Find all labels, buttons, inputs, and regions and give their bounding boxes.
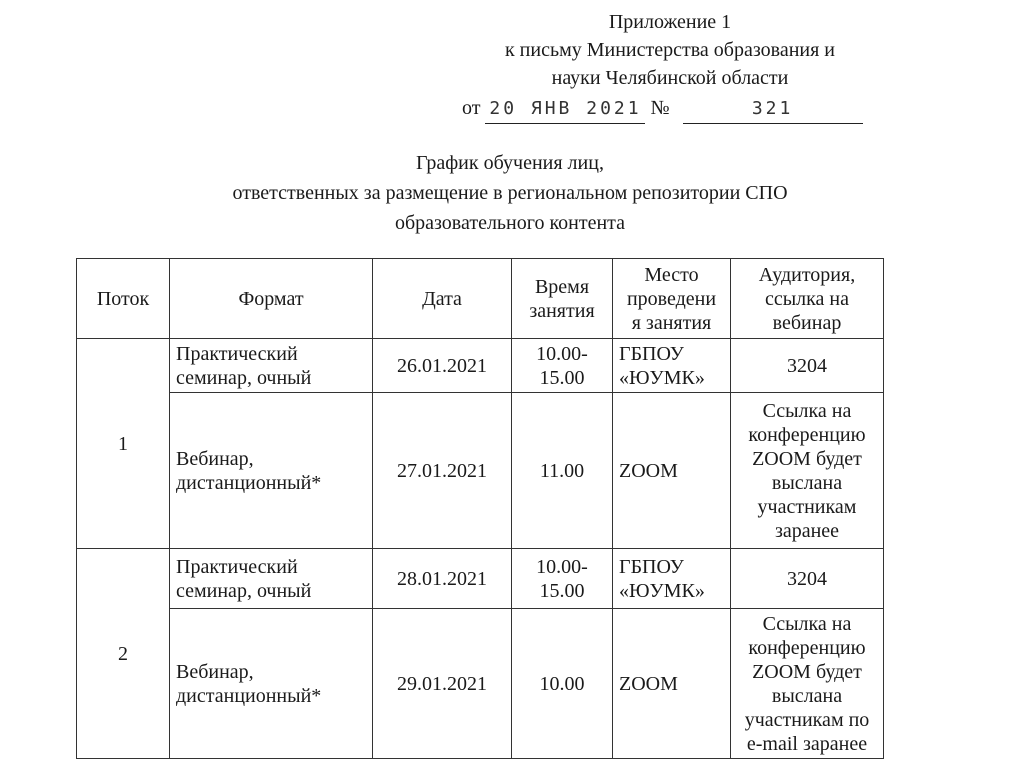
aud-line: заранее bbox=[774, 519, 840, 542]
format-line: Вебинар, bbox=[176, 660, 254, 683]
format-cell bbox=[170, 549, 373, 609]
aud-line: ZOOM будет bbox=[752, 447, 862, 470]
format-line: семинар, очный bbox=[176, 366, 312, 389]
aud-line: Ссылка на bbox=[762, 399, 852, 422]
date-cell: 28.01.2021 bbox=[373, 549, 512, 609]
appendix-ministry: науки Челябинской области bbox=[551, 67, 789, 89]
format-cell bbox=[170, 609, 373, 759]
from-label: от bbox=[462, 97, 481, 119]
time-line: 15.00 bbox=[539, 579, 585, 602]
header-time bbox=[512, 259, 613, 339]
header-potok: Поток bbox=[77, 259, 170, 339]
aud-line: конференцию bbox=[748, 423, 866, 446]
date-cell: 27.01.2021 bbox=[373, 393, 512, 549]
auditorium-cell: 3204 bbox=[731, 339, 884, 393]
place-cell: ZOOM bbox=[613, 393, 731, 549]
place-line: «ЮУМК» bbox=[619, 579, 705, 602]
format-cell bbox=[170, 339, 373, 393]
time-line: 10.00- bbox=[536, 555, 588, 578]
format-line: Практический bbox=[176, 555, 298, 578]
date-cell: 29.01.2021 bbox=[373, 609, 512, 759]
format-line: Практический bbox=[176, 342, 298, 365]
header-aud-line: вебинар bbox=[772, 311, 842, 334]
table-row bbox=[77, 393, 884, 549]
place-line: «ЮУМК» bbox=[619, 366, 705, 389]
aud-line: выслана bbox=[771, 684, 843, 707]
appendix-letter-ref: к письму Министерства образования и bbox=[504, 39, 836, 61]
header-time-line: занятия bbox=[529, 299, 595, 322]
aud-line: ZOOM будет bbox=[752, 660, 862, 683]
format-line: дистанционный* bbox=[176, 471, 322, 494]
header-time-line: Время bbox=[534, 275, 590, 298]
aud-line: Ссылка на bbox=[762, 612, 852, 635]
header-place-line: Место bbox=[644, 263, 699, 286]
table-row bbox=[77, 609, 884, 759]
header-place bbox=[613, 259, 731, 339]
aud-line: e-mail заранее bbox=[746, 732, 868, 755]
title-line-2: ответственных за размещение в региональном репозитории СПО bbox=[232, 182, 788, 204]
time-line: 15.00 bbox=[539, 366, 585, 389]
header-place-line: проведени bbox=[626, 287, 717, 310]
format-cell bbox=[170, 393, 373, 549]
place-cell bbox=[613, 549, 731, 609]
format-line: Вебинар, bbox=[176, 447, 254, 470]
header-place-line: я занятия bbox=[631, 311, 712, 334]
format-line: семинар, очный bbox=[176, 579, 312, 602]
header-auditorium bbox=[731, 259, 884, 339]
header-format: Формат bbox=[170, 259, 373, 339]
place-line: ГБПОУ bbox=[619, 555, 684, 578]
aud-line: участникам bbox=[757, 495, 857, 518]
time-cell bbox=[512, 549, 613, 609]
header-date: Дата bbox=[373, 259, 512, 339]
title-line-1: График обучения лиц, bbox=[416, 152, 604, 174]
letter-date-stamp: 20 ЯНВ 2021 bbox=[485, 95, 645, 124]
table-row bbox=[77, 549, 884, 609]
place-cell: ZOOM bbox=[613, 609, 731, 759]
header-aud-line: ссылка на bbox=[764, 287, 850, 310]
time-line: 10.00- bbox=[536, 342, 588, 365]
format-line: дистанционный* bbox=[176, 684, 322, 707]
time-cell: 10.00 bbox=[512, 609, 613, 759]
date-cell: 26.01.2021 bbox=[373, 339, 512, 393]
appendix-header bbox=[430, 8, 910, 92]
aud-line: конференцию bbox=[748, 636, 866, 659]
header-aud-line: Аудитория, bbox=[758, 263, 856, 286]
potok-cell: 2 bbox=[77, 549, 170, 759]
table-header-row bbox=[77, 259, 884, 339]
auditorium-cell: 3204 bbox=[731, 549, 884, 609]
appendix-title: Приложение 1 bbox=[608, 11, 732, 33]
place-cell bbox=[613, 339, 731, 393]
place-line: ГБПОУ bbox=[619, 342, 684, 365]
document-title bbox=[150, 148, 870, 238]
letter-date-number bbox=[462, 94, 863, 124]
time-cell: 11.00 bbox=[512, 393, 613, 549]
table-row bbox=[77, 339, 884, 393]
schedule-table bbox=[76, 258, 884, 759]
number-label: № bbox=[650, 97, 670, 119]
potok-cell: 1 bbox=[77, 339, 170, 549]
auditorium-cell bbox=[731, 609, 884, 759]
title-line-3: образовательного контента bbox=[394, 212, 626, 234]
aud-line: участникам по bbox=[744, 708, 870, 731]
letter-number-stamp: 321 bbox=[683, 95, 863, 124]
time-cell bbox=[512, 339, 613, 393]
auditorium-cell bbox=[731, 393, 884, 549]
aud-line: выслана bbox=[771, 471, 843, 494]
